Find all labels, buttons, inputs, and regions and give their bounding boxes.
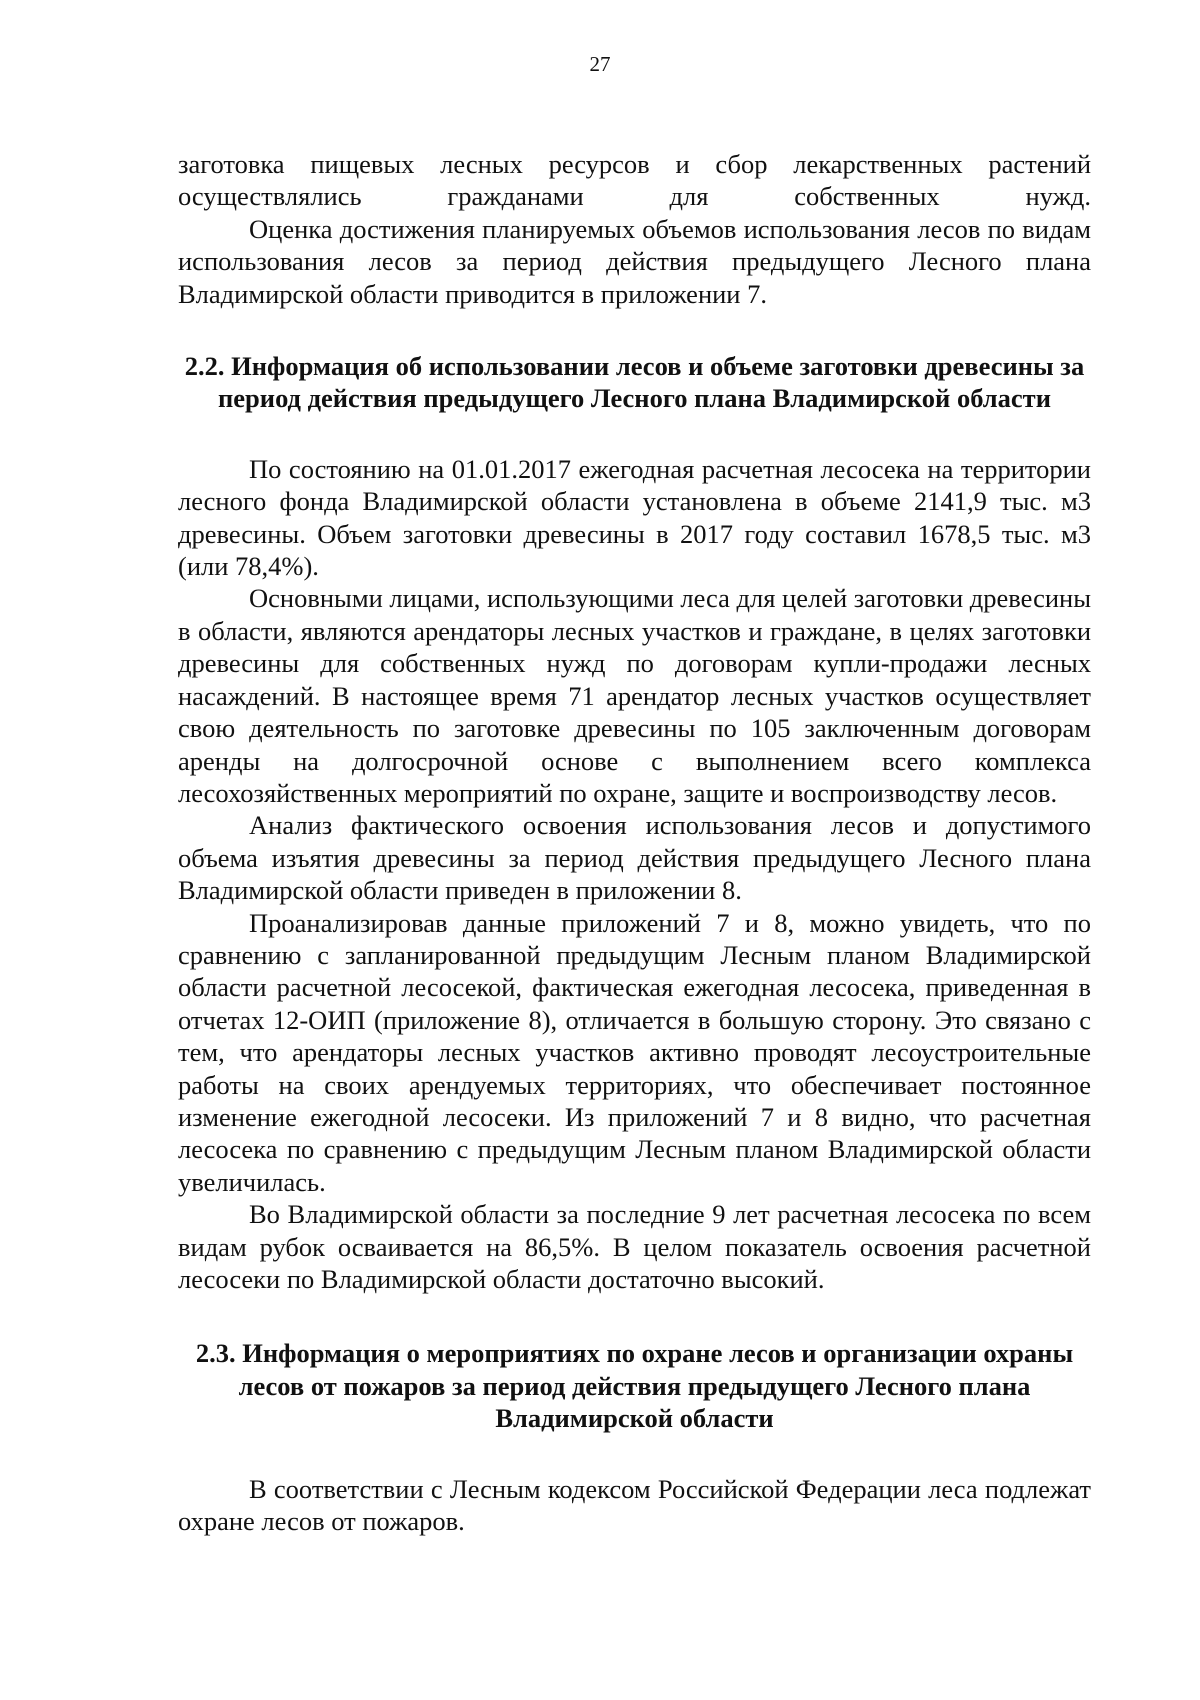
paragraph-continued: заготовка пищевых лесных ресурсов и сбор лекарственных растений осуществлялись гражданами для собственных нужд. bbox=[178, 149, 1091, 212]
page-number: 27 bbox=[589, 52, 611, 76]
paragraph-assessment: Оценка достижения планируемых объемов использования лесов по видам использования лесов за период действия предыдущего Лесного плана Владимирской области приводится в приложении 7. bbox=[178, 213, 1091, 309]
document-body bbox=[178, 148, 1091, 1537]
paragraph-analysis: Анализ фактического освоения использования лесов и допустимого объема изъятия древесины за период действия предыдущего Лесного плана Владимирской области приведен в приложении 8. bbox=[178, 810, 1091, 906]
section-2-2-heading: 2.2. Информация об использовании лесов и объеме заготовки древесины за период действия предыдущего Лесного плана Владимирской области bbox=[184, 351, 1085, 414]
paragraph-utilization-rate: Во Владимирской области за последние 9 лет расчетная лесосека по всем видам рубок осваивается на 86,5%. В целом показатель освоения расчетной лесосеки по Владимирской области достаточно высокий. bbox=[178, 1199, 1091, 1294]
section-2-3-heading: 2.3. Информация о мероприятиях по охране лесов и организации охраны лесов от пожаров за период действия предыдущего Лесного плана Владимирской области bbox=[195, 1338, 1074, 1434]
paragraph-comparison: Проанализировав данные приложений 7 и 8, можно увидеть, что по сравнению с запланированной предыдущим Лесным планом Владимирской области расчетной лесосекой, фактическая ежегодная лесосека, приведенная в отчетах 12-ОИП (приложение 8), отличается в большую сторону. Это связано с тем, что арендаторы лесных участков активно проводят лесоустроительные работы на своих арендуемых территориях, что обеспечивает постоянное изменение ежегодной лесосеки. Из приложений 7 и 8 видно, что расчетная лесосека по сравнению с предыдущим Лесным планом Владимирской области увеличилась. bbox=[178, 907, 1091, 1197]
paragraph-allowable-cut: По состоянию на 01.01.2017 ежегодная расчетная лесосека на территории лесного фонда Владимирской области установлена в объеме 2141,9 тыс. м3 древесины. Объем заготовки древесины в 2017 году составил 1678,5 тыс. м3 (или 78,4%). bbox=[178, 453, 1091, 582]
paragraph-forest-users: Основными лицами, использующими леса для целей заготовки древесины в области, являются арендаторы лесных участков и граждане, в целях заготовки древесины для собственных нужд по договорам купли-продажи лесных насаждений. В настоящее время 71 арендатор лесных участков осуществляет свою деятельность по заготовке древесины по 105 заключенным договорам аренды на долгосрочной основе с выполнением всего комплекса лесохозяйственных мероприятий по охране, защите и воспроизводству лесов. bbox=[178, 583, 1092, 808]
paragraph-forest-code: В соответствии с Лесным кодексом Российской Федерации леса подлежат охране лесов от пожаров. bbox=[178, 1473, 1091, 1537]
